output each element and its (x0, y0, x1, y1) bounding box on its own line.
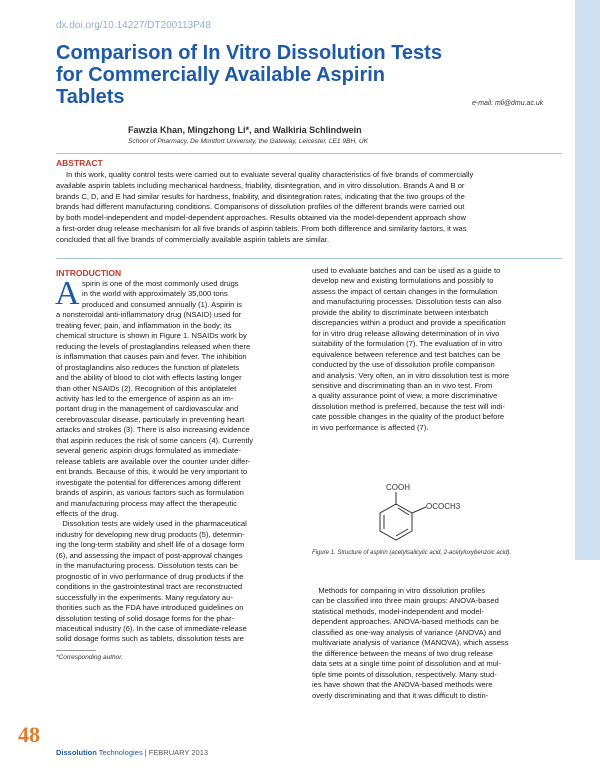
body-line: several generic aspirin drugs formulated as immediate- (56, 446, 241, 456)
abstract-line: concluded that all five brands of commercially available aspirin tablets are similar. (56, 234, 330, 244)
body-line: ies have shown that the ANOVA-based methods were (312, 680, 493, 690)
body-line: prognostic of in vivo performance of drug products if the (56, 571, 244, 581)
body-line: discrepancies within a product and provide a specification (312, 318, 506, 328)
body-line: portant drug in the management of cardiovascular and (56, 404, 239, 414)
body-line: that aspirin reduces the risk of some cancers (4). Currently (56, 435, 254, 445)
body-line: used to evaluate batches and can be used as a guide to (312, 266, 501, 275)
body-line: the difference between the means of two drug release (312, 648, 493, 658)
body-line: Methods for comparing in vitro dissolution profiles (312, 586, 486, 595)
ester-label: OCOCH3 (426, 502, 461, 511)
body-line: spirin is one of the most commonly used drugs (82, 279, 239, 288)
divider (56, 153, 562, 154)
body-line: conditions in the gastrointestinal tract are reconstructed (56, 582, 243, 592)
body-line: and manufacturing process may affect the therapeutic (56, 498, 237, 508)
abstract-line: a first-order drug release mechanism for all five brands of aspirin tablets. From both difference and similarity factors, it was (56, 223, 467, 233)
abstract-line: brands had different manufacturing conditions. Comparisons of dissolution profiles of the different brands were carried out (56, 202, 465, 212)
body-line: maceutical industry (6). In the case of immediate-release (56, 623, 247, 633)
body-line: ing the long-term stability and shelf life of a dosage form (56, 540, 245, 550)
body-line: equivalence between reference and test batches can be (312, 349, 501, 359)
title-line: Comparison of In Vitro Dissolution Tests (56, 42, 442, 64)
body-line: a nonsteroidal anti-inflammatory drug (NSAID) used for (56, 310, 242, 320)
article-title (56, 42, 476, 108)
body-line: assess the impact of certain changes in the formulation (312, 286, 498, 296)
body-line: activity has led to the emergence of aspirin as an im- (56, 393, 234, 403)
cooh-label: COOH (386, 483, 410, 492)
body-line: chemical structure is shown in Figure 1. NSAIDs work by (56, 331, 247, 341)
journal-name-2: Technologies (96, 748, 143, 757)
body-line: conducted by the use of dissolution profile comparison (312, 360, 495, 370)
body-line: dependent approaches. ANOVA-based methods can be (312, 617, 499, 627)
ring-double-bond (396, 529, 408, 536)
drop-cap: A (55, 275, 80, 312)
journal-footer (56, 748, 208, 757)
journal-name-1: Dissolution (56, 748, 97, 757)
body-line: provide the ability to discriminate between interbatch (312, 307, 489, 317)
body-line: dissolution testing of solid dosage forms for the phar- (56, 613, 235, 623)
body-line: attacks and strokes (3). There is also increasing evidence (56, 425, 250, 435)
body-line: and analysis. Very often, an in vitro dissolution test is more (312, 370, 510, 380)
body-line: produced and consumed annually (1). Aspirin is (82, 299, 242, 309)
body-line: successfully in the experiments. Many regulatory au- (56, 592, 233, 602)
footnote-divider (56, 650, 96, 651)
abstract-line: brands C, D, and E had similar results for hardness, friability, and disintegration rates, indicating that the two groups of the (56, 191, 465, 201)
body-line: in the world with approximately 35,000 tons (82, 289, 228, 299)
body-line: cate possible changes in the quality of the product before (312, 412, 505, 422)
body-line: Dissolution tests are widely used in the pharmaceutical (56, 519, 247, 529)
body-line: release tablets are available over the counter under differ- (56, 456, 251, 466)
author-list: Fawzia Khan, Mingzhong Li*, and Walkiria Schlindwein (128, 125, 362, 135)
body-line: a quality assurance point of view, a more discriminative (312, 391, 498, 401)
left-column (55, 275, 296, 645)
body-line: than other NSAIDs (2). Recognition of this antiplatelet (56, 383, 237, 393)
title-line: Tablets (56, 86, 125, 108)
body-line: can be classified into three main groups: ANOVA-based (312, 596, 499, 606)
body-line: multivariate analysis of variance (MANOVA), which assess (312, 638, 509, 648)
body-line: in the manufacturing process. Dissolution tests can be (56, 561, 238, 571)
body-line: classified as one-way analysis of variance (ANOVA) and (312, 627, 501, 637)
body-line: of prostaglandins also reduces the function of platelets (56, 362, 240, 372)
right-column-top (312, 266, 562, 433)
body-line: cerebrovascular disease, particularly in preventing heart (56, 414, 245, 424)
right-column-bottom (312, 586, 562, 701)
body-line: reducing the levels of prostaglandins released when there (56, 341, 251, 351)
body-line: dissolution method is preferred, because the test will indi- (312, 401, 505, 411)
footnote: *Corresponding author. (56, 654, 123, 661)
body-line: is inflammation that causes pain and fever. The inhibition (56, 352, 247, 362)
body-line: and the ability of blood to clot with effects lasting longer (56, 373, 242, 383)
body-line: data sets at a single time point of dissolution and at mul- (312, 659, 502, 669)
abstract-text (56, 170, 562, 246)
body-line: develop new and existing formulations and possibly to (312, 276, 494, 286)
abstract-heading: ABSTRACT (56, 158, 103, 168)
figure-caption: Figure 1. Structure of aspirin (acetylsalicylic acid, 2-acetyloxybenzoic acid). (312, 550, 512, 556)
affiliation: School of Pharmacy, De Montfort University, the Gateway, Leicester, LE1 9BH, UK (128, 138, 369, 145)
benzene-ring (380, 504, 412, 540)
divider (56, 258, 562, 259)
body-line: statistical methods, model-independent and model- (312, 606, 484, 616)
journal-issue: | FEBRUARY 2013 (142, 748, 209, 757)
aspirin-structure-diagram (312, 480, 562, 550)
body-line: industry for developing new drug products (5), determin- (56, 529, 245, 539)
body-line: investigate the potential for differences among different (56, 477, 241, 487)
ring-double-bond (398, 508, 409, 515)
abstract-line: available aspirin tablets including mechanical hardness, friability, disintegration, and in vitro dissolution. Brands A and B or (56, 180, 465, 190)
doi-link[interactable]: dx.doi.org/10.14227/DT200113P48 (56, 20, 211, 31)
body-line: (6), and assessing the impact of post-approval changes (56, 550, 243, 560)
abstract-line: In this work, quality control tests were carried out to evaluate several quality characteristics of five brands of commercially (66, 170, 474, 179)
body-line: tiple time points of dissolution, respectively. Many stud- (312, 669, 497, 679)
body-line: treating fever, pain, and inflammation in the body; its (56, 320, 232, 330)
body-line: solid dosage forms such as tablets, dissolution tests are (56, 634, 244, 644)
body-line: ent brands. Because of this, it would be very important to (56, 467, 248, 477)
body-line: and manufacturing processes. Dissolution tests can also (312, 297, 502, 307)
body-line: brands of aspirin, as various factors such as formulation (56, 488, 244, 498)
body-line: for in vitro drug release allowing determination of in vivo (312, 328, 500, 338)
ester-bond (412, 507, 426, 513)
body-line: effects of the drug. (56, 508, 119, 518)
page-number: 48 (18, 722, 40, 747)
body-line: in vivo performance is affected (7). (312, 422, 429, 432)
body-line: thorities such as the FDA have introduced guidelines on (56, 603, 244, 613)
title-line: for Commercially Available Aspirin (56, 64, 385, 86)
body-line: sensitive and discriminating than an in vivo test. From (312, 380, 493, 390)
side-color-band (575, 0, 600, 560)
body-line: overly discriminating and that it was difficult to distin- (312, 690, 489, 700)
author-email[interactable]: e-mail: mli@dmu.ac.uk (472, 100, 544, 107)
introduction-heading: INTRODUCTION (56, 268, 122, 278)
abstract-line: by both model-independent and model-dependent approaches. Results obtained via the model-dependent approach show (56, 213, 466, 223)
body-line: suitability of the formulation (7). The evaluation of in vitro (312, 339, 503, 349)
